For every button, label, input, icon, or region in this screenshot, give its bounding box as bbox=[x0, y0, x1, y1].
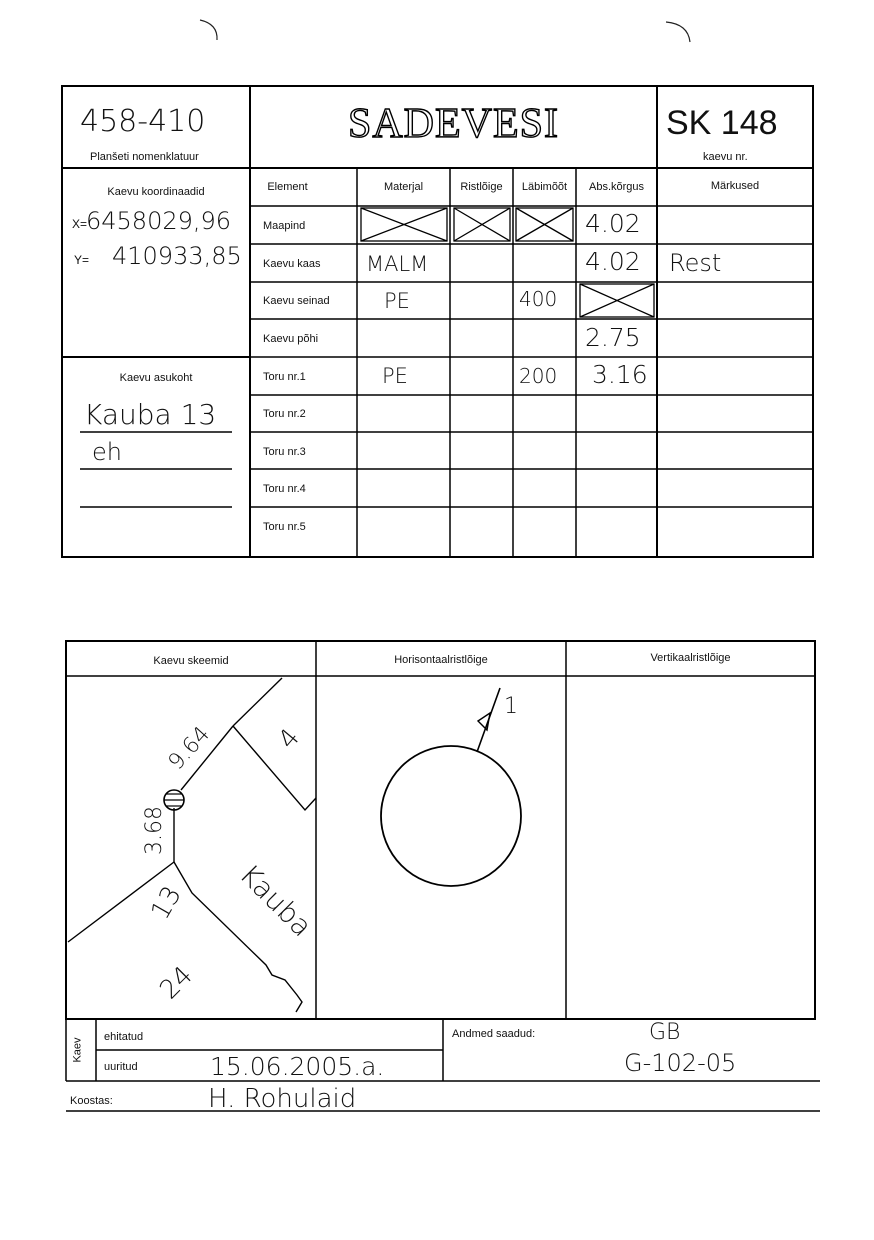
data-source-line2: G-102-05 bbox=[624, 1049, 737, 1077]
x-label: X= bbox=[72, 217, 88, 231]
street-name: Kauba bbox=[233, 857, 319, 944]
row-element: Kaevu seinad bbox=[263, 295, 330, 307]
location-note: eh bbox=[92, 438, 122, 466]
cell-elevation: 4.02 bbox=[585, 209, 641, 238]
cell-material: PE bbox=[382, 364, 408, 388]
lot-number-upper: 4 bbox=[272, 723, 307, 755]
distance-left: 3.68 bbox=[141, 806, 167, 855]
cell-material: MALM bbox=[366, 252, 429, 276]
data-source-line1: GB bbox=[649, 1020, 681, 1045]
location-label: Kaevu asukoht bbox=[119, 372, 193, 384]
header-notes: Märkused bbox=[710, 180, 760, 192]
distance-upper: 9.64 bbox=[163, 721, 216, 776]
header-section: Ristlõige bbox=[460, 181, 503, 193]
well-number-label: kaevu nr. bbox=[703, 151, 748, 163]
vertical-section-label: Vertikaalristlõige bbox=[650, 652, 731, 664]
header-diameter: Läbimõõt bbox=[521, 181, 568, 193]
scheme-label: Kaevu skeemid bbox=[153, 655, 229, 667]
cell-elevation: 2.75 bbox=[585, 323, 641, 352]
built-label: ehitatud bbox=[104, 1031, 144, 1043]
row-element: Toru nr.3 bbox=[263, 446, 306, 458]
cell-diameter: 400 bbox=[519, 287, 558, 311]
horizontal-section-label: Horisontaalristlõige bbox=[394, 654, 488, 666]
row-element: Kaevu kaas bbox=[263, 258, 321, 270]
plan-nomenclature-label: Planšeti nomenklatuur bbox=[90, 151, 199, 163]
lot-number-lower: 13 bbox=[145, 881, 188, 925]
x-coordinate-value: 6458029,96 bbox=[86, 207, 232, 235]
cell-notes: Rest bbox=[669, 249, 722, 277]
row-element: Toru nr.2 bbox=[263, 408, 306, 420]
surveyed-date: 15.06.2005.a. bbox=[210, 1052, 385, 1081]
cell-material: PE bbox=[384, 289, 410, 313]
cell-elevation: 3.16 bbox=[592, 360, 648, 389]
compiled-by-value: H. Rohulaid bbox=[208, 1084, 357, 1114]
row-element: Toru nr.4 bbox=[263, 483, 306, 495]
well-side-label: Kaev bbox=[71, 1037, 84, 1063]
y-coordinate-value: 410933,85 bbox=[112, 242, 242, 270]
header-material: Materjal bbox=[383, 181, 424, 193]
cell-elevation: 4.02 bbox=[585, 247, 641, 276]
data-source-label: Andmed saadud: bbox=[452, 1028, 536, 1040]
cell-diameter: 200 bbox=[519, 364, 558, 388]
row-element: Maapind bbox=[263, 220, 306, 232]
well-number-value: SK 148 bbox=[666, 104, 778, 142]
surveyed-label: uuritud bbox=[104, 1061, 138, 1073]
lot-number-bottom: 24 bbox=[154, 960, 199, 1006]
page-title: SADEVESI bbox=[347, 101, 559, 147]
row-element: Toru nr.5 bbox=[263, 521, 306, 533]
header-elevation: Abs.kõrgus bbox=[588, 181, 645, 193]
row-element: Kaevu põhi bbox=[263, 333, 319, 345]
pipe-number: 1 bbox=[504, 694, 518, 719]
header-element: Element bbox=[267, 181, 308, 193]
compiled-by-label: Koostas: bbox=[70, 1095, 113, 1107]
y-label: Y= bbox=[74, 253, 90, 267]
row-element: Toru nr.1 bbox=[263, 371, 306, 383]
plan-nomenclature-value: 458-410 bbox=[80, 104, 206, 139]
coords-label: Kaevu koordinaadid bbox=[107, 186, 205, 198]
location-address: Kauba 13 bbox=[84, 398, 217, 431]
